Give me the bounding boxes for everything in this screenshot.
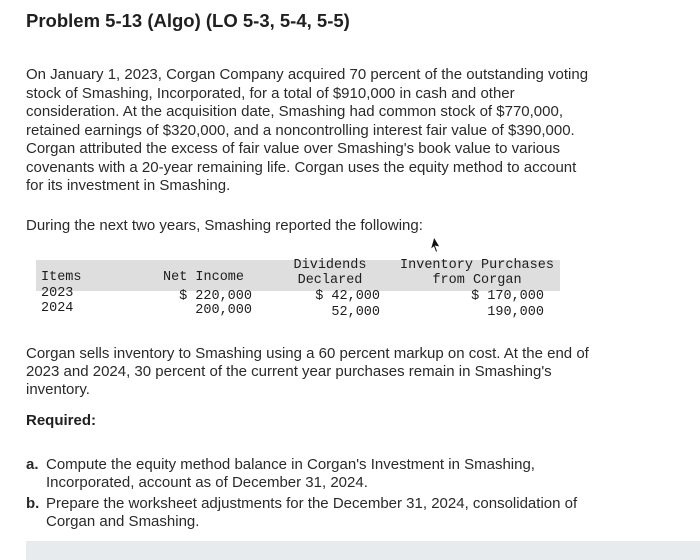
header-dividends-line1: Dividends <box>293 258 367 273</box>
problem-intro <box>26 66 686 196</box>
required-heading: Required: <box>26 412 97 429</box>
paragraph-line: 2023 and 2024, 30 percent of the current year purchases remain in Smashing's <box>26 363 552 380</box>
required-list <box>26 456 577 534</box>
intro-line: consideration. At the acquisition date, Smashing had common stock of $770,000, <box>26 103 563 120</box>
mouse-pointer-icon <box>425 236 443 254</box>
intro-line: On January 1, 2023, Corgan Company acquired 70 percent of the outstanding voting <box>26 66 589 83</box>
header-purchases-line2: from Corgan <box>432 273 522 288</box>
table-cell-net-income: 200,000 <box>195 303 252 318</box>
paragraph-line: inventory. <box>26 381 90 398</box>
required-letter: b. <box>26 495 40 512</box>
required-line: Prepare the worksheet adjustments for the December 31, 2024, consolidation of <box>46 495 578 512</box>
table-cell-purchases: 190,000 <box>487 305 544 320</box>
table-cell-year: 2024 <box>41 301 74 316</box>
answer-panel-edge <box>26 541 700 560</box>
table-cell-dividends: 52,000 <box>331 305 380 320</box>
header-dividends-line2: Declared <box>297 273 363 288</box>
table-cell-purchases: $ 170,000 <box>471 289 544 304</box>
required-line: Incorporated, account as of December 31, 2024. <box>46 474 368 491</box>
required-line: Compute the equity method balance in Corgan's Investment in Smashing, <box>46 456 535 473</box>
table-cell-net-income: $ 220,000 <box>179 289 252 304</box>
intro-line: stock of Smashing, Incorporated, for a total of $910,000 in cash and other <box>26 84 515 102</box>
intro-line: for its investment in Smashing. <box>26 177 231 194</box>
table-cell-year: 2023 <box>41 286 74 301</box>
intro-line: Corgan attributed the excess of fair value over Smashing's book value to various <box>26 140 560 157</box>
intro-line: retained earnings of $320,000, and a noncontrolling interest fair value of $390,000. <box>26 121 575 139</box>
table-lead-text: During the next two years, Smashing reported the following: <box>26 217 423 234</box>
header-net-income: Net Income <box>163 270 245 285</box>
required-letter: a. <box>26 456 39 473</box>
required-item-b <box>26 495 577 531</box>
markup-paragraph <box>26 345 589 399</box>
table-cell-dividends: $ 42,000 <box>315 289 380 304</box>
intro-line: covenants with a 20-year remaining life. Corgan uses the equity method to account <box>26 158 577 176</box>
paragraph-line: Corgan sells inventory to Smashing using a 60 percent markup on cost. At the end of <box>26 345 589 362</box>
required-item-a <box>26 456 577 492</box>
header-items: Items <box>41 270 82 285</box>
problem-title: Problem 5-13 (Algo) (LO 5-3, 5-4, 5-5) <box>26 10 350 31</box>
header-purchases-line1: Inventory Purchases <box>400 258 554 273</box>
required-line: Corgan and Smashing. <box>46 513 200 530</box>
